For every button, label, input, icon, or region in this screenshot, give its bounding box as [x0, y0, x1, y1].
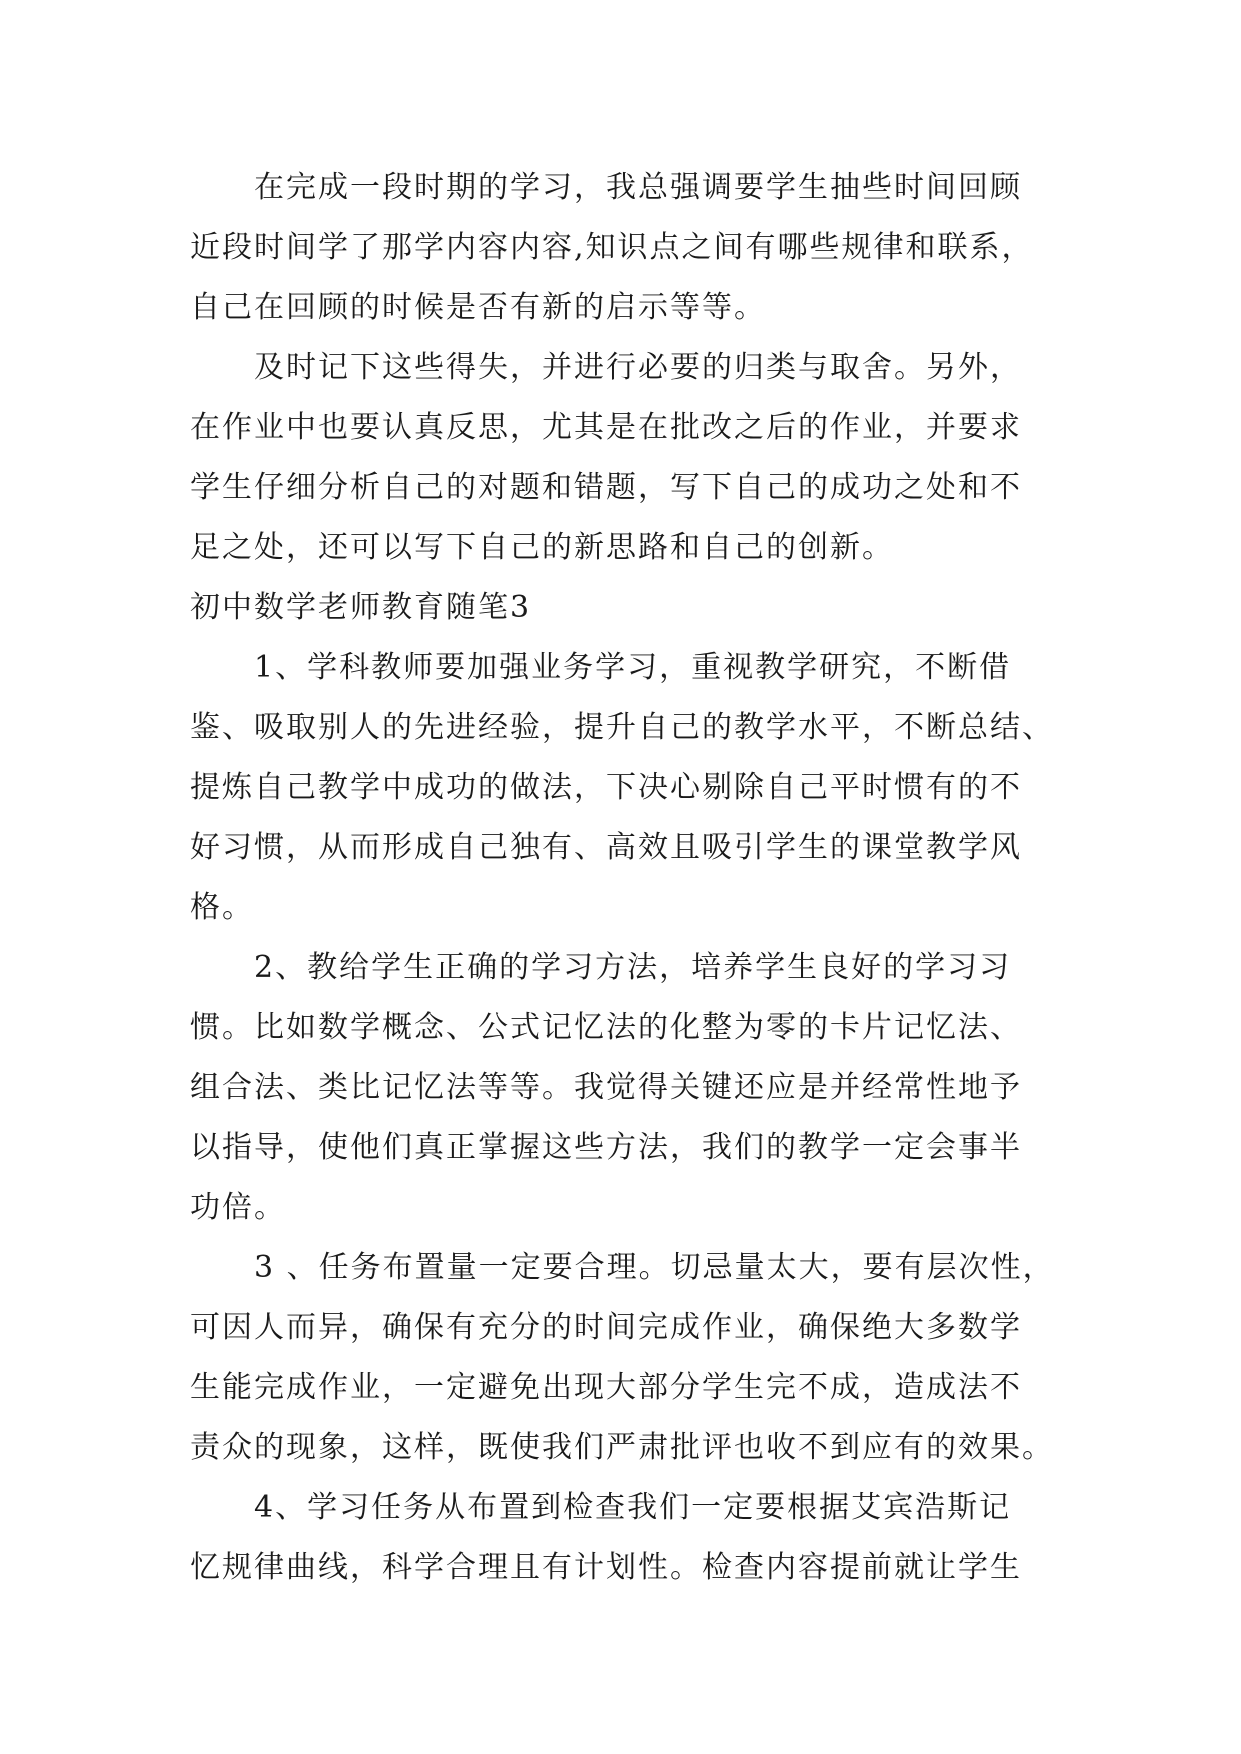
paragraph-2: [190, 338, 1070, 578]
paragraph-line: 4、学习任务从布置到检查我们一定要根据艾宾浩斯记: [254, 1490, 1012, 1525]
paragraph-line: 好习惯，从而形成自己独有、高效且吸引学生的课堂教学风: [190, 830, 1022, 865]
paragraph-line: 鉴、吸取别人的先进经验，提升自己的教学水平，不断总结、: [190, 710, 1054, 745]
paragraph-line: 近段时间学了那学内容内容,知识点之间有哪些规律和联系，: [190, 230, 1034, 265]
paragraph-1: [190, 158, 1070, 338]
paragraph-3: [190, 638, 1070, 938]
paragraph-line: 在作业中也要认真反思，尤其是在批改之后的作业，并要求: [190, 410, 1022, 445]
paragraph-line: 自己在回顾的时候是否有新的启示等等。: [190, 290, 766, 325]
paragraph-line: 3 、任务布置量一定要合理。切忌量太大，要有层次性，: [254, 1250, 1055, 1285]
paragraph-4: [190, 938, 1070, 1238]
paragraph-line: 惯。比如数学概念、公式记忆法的化整为零的卡片记忆法、: [190, 1010, 1022, 1045]
paragraph-line: 足之处，还可以写下自己的新思路和自己的创新。: [190, 530, 894, 565]
section-heading: 初中数学老师教育随笔3: [190, 590, 532, 625]
paragraph-line: 及时记下这些得失，并进行必要的归类与取舍。另外，: [254, 350, 1022, 385]
paragraph-line: 忆规律曲线，科学合理且有计划性。检查内容提前就让学生: [190, 1550, 1022, 1585]
paragraph-line: 2、教给学生正确的学习方法，培养学生良好的学习习: [254, 950, 1012, 985]
paragraph-line: 1、学科教师要加强业务学习，重视教学研究，不断借: [254, 650, 1012, 685]
paragraph-line: 在完成一段时期的学习，我总强调要学生抽些时间回顾: [254, 170, 1022, 205]
paragraph-5: [190, 1238, 1070, 1478]
paragraph-line: 责众的现象，这样，既使我们严肃批评也收不到应有的效果。: [190, 1430, 1054, 1465]
paragraph-line: 格。: [190, 890, 254, 925]
paragraph-line: 可因人而异，确保有充分的时间完成作业，确保绝大多数学: [190, 1310, 1022, 1345]
document-body: [190, 158, 1070, 1598]
paragraph-line: 组合法、类比记忆法等等。我觉得关键还应是并经常性地予: [190, 1070, 1022, 1105]
paragraph-line: 学生仔细分析自己的对题和错题，写下自己的成功之处和不: [190, 470, 1022, 505]
paragraph-6: [190, 1478, 1070, 1598]
paragraph-line: 生能完成作业，一定避免出现大部分学生完不成，造成法不: [190, 1370, 1022, 1405]
paragraph-line: 功倍。: [190, 1190, 286, 1225]
paragraph-line: 提炼自己教学中成功的做法，下决心剔除自己平时惯有的不: [190, 770, 1022, 805]
paragraph-line: 以指导，使他们真正掌握这些方法，我们的教学一定会事半: [190, 1130, 1022, 1165]
